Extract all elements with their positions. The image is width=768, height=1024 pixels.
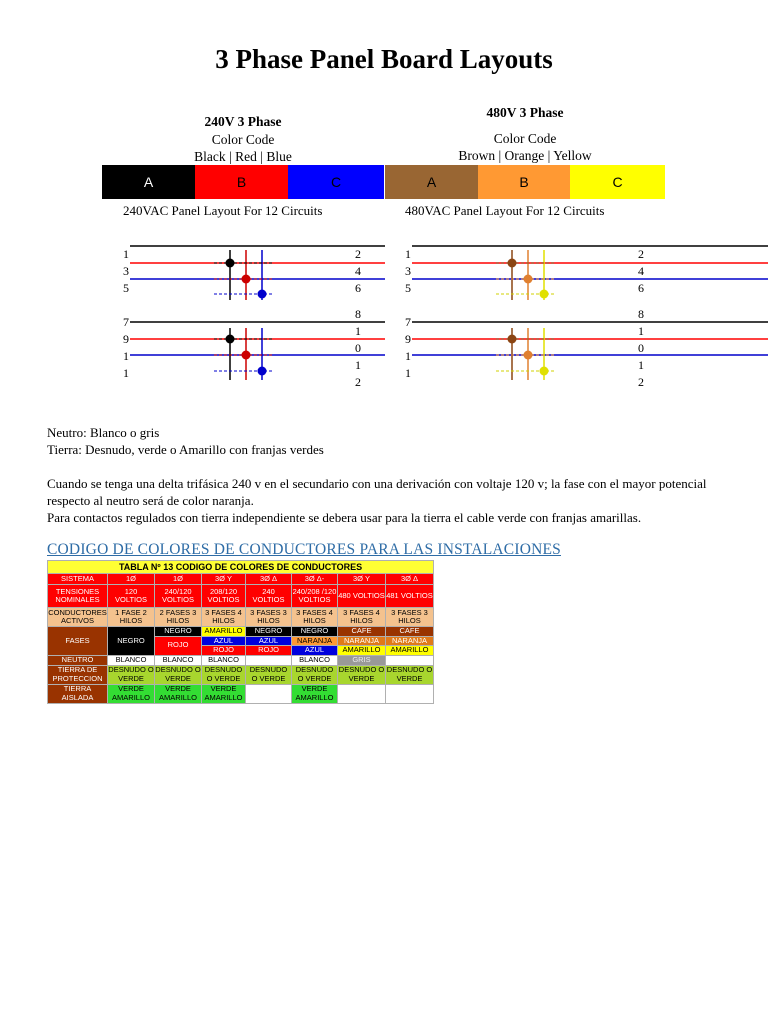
right-odd-numbers-bottom: 7 9 1 1 [405,315,411,380]
right-panel-caption: 480VAC Panel Layout For 12 Circuits [405,203,605,218]
neutro-note: Neutro: Blanco o gris [47,425,160,440]
left-colors-text: Black | Red | Blue [194,149,292,164]
table-row-tierra-proteccion: TIERRA DE PROTECCION DESNUDO O VERDE DESNUDO O VERDE DESNUDO O VERDE DESNUDO O VERDE DESNUDO O VERDE DESNUDO O VERDE DESNUDO O VERDE [48,665,434,684]
right-breakers-top [496,250,556,300]
phase-b-swatch: B [478,165,570,199]
phase-c-swatch: C [288,165,384,199]
table-row-fases-1: FASES NEGRO NEGRO AMARILLO NEGRO NEGRO CAFE CAFE [48,627,434,637]
left-odd-numbers-top: 1 3 5 [123,247,129,295]
right-odd-numbers-top: 1 3 5 [405,247,411,295]
table-row-tensiones: TENSIONES NOMINALES 120 VOLTIOS 240/120 VOLTIOS 208/120 VOLTIOS 240 VOLTIOS 240/208 /120 VOLTIOS 480 VOLTIOS 481 VOLTIOS [48,585,434,608]
phase-b-swatch: B [195,165,288,199]
table-row-fases-3: ROJO ROJO AZUL AMARILLO AMARILLO [48,646,434,656]
left-breakers-bottom [214,328,274,380]
left-even-numbers-bottom: 8 1 0 1 2 [355,307,361,389]
right-panel-heading: 480V 3 Phase [486,105,564,120]
left-bus-bars [130,246,385,355]
left-panel-heading: 240V 3 Phase [204,114,282,129]
right-breakers-bottom [496,328,556,380]
table-header-row: SISTEMA 1Ø 1Ø 3Ø Y 3Ø Δ 3Ø Δ- 3Ø Y 3Ø Δ [48,574,434,585]
delta-note: Cuando se tenga una delta trifásica 240 v en el secundario con una derivación con voltaje 120 v; la fase con el mayor potencial respecto al neutro será de color naranja. [47,476,707,508]
table-row-neutro: NEUTRO BLANCO BLANCO BLANCO BLANCO GRIS [48,655,434,665]
notes-section [47,424,727,526]
left-odd-numbers-bottom: 7 9 1 1 [123,315,129,380]
left-even-numbers-top: 2 4 6 [355,247,361,295]
contactos-note: Para contactos regulados con tierra independiente se debera usar para la tierra el cable verde con franjas amarillas. [47,510,642,525]
right-bus-bars [412,246,768,355]
page-title: 3 Phase Panel Board Layouts [215,44,553,74]
right-even-numbers-bottom: 8 1 0 1 2 [638,307,644,389]
right-colors-text: Brown | Orange | Yellow [458,148,592,163]
left-panel-caption: 240VAC Panel Layout For 12 Circuits [123,203,323,218]
color-code-table [47,560,434,704]
left-color-code-label: Color Code [211,132,275,147]
phase-c-swatch: C [570,165,665,199]
table-row-fases-2: ROJO AZUL AZUL NARANJA NARANJA NARANJA [48,636,434,646]
left-breakers-top [214,250,274,300]
right-even-numbers-top: 2 4 6 [638,247,644,295]
table-row-conductores: CONDUCTORES ACTIVOS 1 FASE 2 HILOS 2 FASES 3 HILOS 3 FASES 4 HILOS 3 FASES 3 HILOS 3 FASES 4 HILOS 3 FASES 4 HILOS 3 FASES 3 HILOS [48,608,434,627]
section-heading: CODIGO DE COLORES DE CONDUCTORES PARA LAS INSTALACIONES [47,541,561,558]
tierra-note: Tierra: Desnudo, verde o Amarillo con franjas verdes [47,442,324,457]
panel-wiring-diagram [0,0,768,420]
right-color-code-label: Color Code [493,131,557,146]
phase-a-swatch: A [102,165,195,199]
table-title: TABLA Nº 13 CODIGO DE COLORES DE CONDUCTORES [48,561,434,574]
table-row-tierra-aislada: TIERRA AISLADA VERDE AMARILLO VERDE AMARILLO VERDE AMARILLO VERDE AMARILLO [48,684,434,703]
phase-a-swatch: A [385,165,478,199]
